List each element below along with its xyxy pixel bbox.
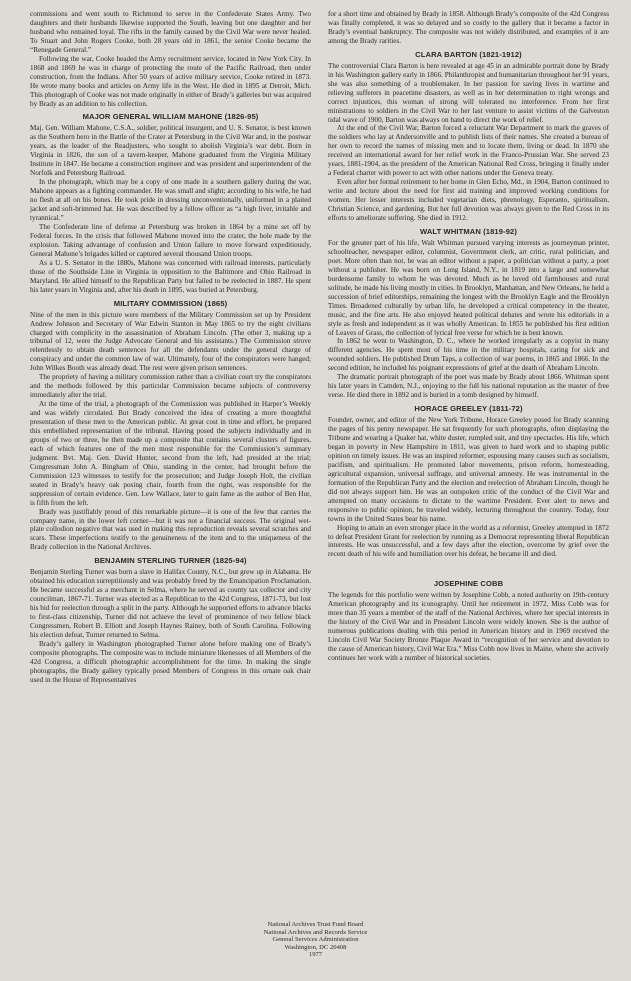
paragraph: Following the war, Cooke headed the Army recruitment service, located in New York City. In 1868 and 1869 he was in charge of protecting the route of the Pacific Railroad, then under construction, from the Indians. After 50 years of active military service, Cooke retired in 1873. He wrote many books and articles on Army life in the West. He died in 1895 at Detroit, Mich. This photograph of Cooke was not made originally in either of Brady’s galleries but was acquired by Brady as an addition to his collection. xyxy=(30,54,311,108)
paragraph: At the end of the Civil War, Barton forced a reluctant War Department to mark the graves of the soldiers who lay at Andersonville and to publish lists of their names. She created a bureau of her own to record the names of missing men and to locate them, living or dead. In 1870 she received an international award for her relief work in the Franco-Prussian War. She served 23 years, 1881-1904, as the president of the American National Red Cross, bringing it finally under a Federal charter with power to act with other nations under the Geneva treaty. xyxy=(328,124,609,178)
paragraph: Maj. Gen. William Mahone, C.S.A., soldier, political insurgent, and U. S. Senator, is best known as the Southern hero in the Battle of the Crater at Petersburg in the Civil War and, in the postwar years, as the leader of the Readjusters, who sought to abolish Virginia’s war debt. Born in Virginia in 1826, the son of a tavern-keeper, Mahone graduated from the Virginia Military Institute in 1847. He became a construction engineer and was president and superintendent of the Norfolk and Petersburg Railroad. xyxy=(30,124,311,178)
paragraph: The propriety of having a military commission rather than a civilian court try the conspirators and the methods followed by this particular Commission became subjects of controversy immediately after the trial. xyxy=(30,373,311,400)
paragraph: Brady was justifiably proud of this remarkable picture—it is one of the few that carries the company name, in the lower left corner—but it was not a financial success. The original wet-plate collodion negative that was used in making this reproduction reveals several scratches and scars. These imperfections testify to the genuineness of the item and to the uniqueness of the Brady collection in the National Archives. xyxy=(30,507,311,552)
paragraph: The legends for this portfolio were written by Josephine Cobb, a noted authority on 19th-century American photography and its iconography. Until her retirement in 1972, Miss Cobb was for more than 35 years a member of the staff of the National Archives, where her special interests in the history of the Civil War and in President Lincoln were widely known. She is the author of numerous publications dealing with this period in American history and in 1969 received the Lincoln Civil War Society Bronze Plaque Award in “recognition of her service and devotion to the cause of American history, Civil War Era.” Miss Cobb now lives in Maine, where she actively continues her work with a number of historical societies. xyxy=(328,591,609,663)
section-heading-greeley: HORACE GREELEY (1811-72) xyxy=(414,404,523,414)
footer-line: National Archives Trust Fund Board xyxy=(267,921,364,928)
footer-line: Washington, DC 20408 xyxy=(284,943,347,951)
left-column xyxy=(30,10,311,685)
paragraph: Hoping to attain an even stronger place in the world as a reformist, Greeley attempted in 1872 to defeat President Grant for reelection by running as a Democrat representing liberal Republican interests. He was unsuccessful, and a few days after the election, overcome by grief over the recent death of his wife and humiliation over his defeat, he became ill and died. xyxy=(328,523,609,559)
paragraph: commissions and went south to Richmond to serve in the Confederate States Army. Two daughters and their husbands likewise supported the South, leaving but one daughter and her husband who remained loyal. The rifts in the family caused by the Civil War were never healed. To Stuart and John Rogers Cooke, both 28 years old in 1861, the senior Cooke became the “Renegade General.” xyxy=(30,10,311,54)
paragraph: Even after her formal retirement to her home in Glen Echo, Md., in 1904, Barton continued to write and lecture about the need for first aid training and improved working conditions for women. Her lesser interests included vegetarian diets, phrenology, Esperanto, spiritualism, Christian Science, and gardening. But her full devotion was always given to the Red Cross in its efforts to ameliorate suffering. She died in 1912. xyxy=(328,178,609,223)
section-heading-whitman: WALT WHITMAN (1819-92) xyxy=(420,226,517,236)
paragraph: The Confederate line of defense at Petersburg was broken in 1864 by a mine set off by Federal forces. In the crisis that followed Mahone moved into the crater, the hole made by the explosion. Taking advantage of confusion and Union failure to move forward expeditiously, General Mahone’s brigades killed or captured several thousand Union troops. xyxy=(30,222,311,258)
paragraph: In 1862 he went to Washington, D. C., where he worked irregularly as a copyist in many different agencies. He spent most of his time in the military hospitals, caring for sick and wounded soldiers. He published Drum Taps, a collection of war poems, in 1865 and 1866. In the second edition, he included his poignant expressions of grief at the death of Abraham Lincoln. xyxy=(328,337,609,373)
section-heading-barton: CLARA BARTON (1821-1912) xyxy=(415,49,522,59)
footer-line: General Services Administration xyxy=(272,936,359,944)
two-column-body xyxy=(30,10,609,685)
footer-year: 1977 xyxy=(308,951,323,959)
paragraph: The controversial Clara Barton is here revealed at age 45 in an admirable portrait done by Brady in his Washington gallery early in 1866. Philanthropist and humanitarian throughout her 91 years, she was also something of a troublemaker. In her passion for saving lives in wartime and relieving sufferers in peacetime disasters, as well as in her determination to right wrongs and correct injustices, this woman of strong will tolerated no interference. From her first ministrations to soldiers in the Civil War to her last venture to assist victims of the Galveston tidal wave of 1900, Barton was always on hand to direct the work of relief. xyxy=(328,61,609,124)
section-heading-commission: MILITARY COMMISSION (1865) xyxy=(113,298,228,308)
paragraph: Nine of the men in this picture were members of the Military Commission set up by President Andrew Johnson and Secretary of War Edwin Stanton in May 1865 to try the eight civilians charged with complicity in the assassination of Abraham Lincoln. (The other 3, making up a tribunal of 12, were the Judge Advocate General and his assistants.) The Commission strove relentlessly to obtain death sentences for all the defendants under the general charge of conspiracy and under the common law of war. Ultimately, four of the conspirators were hanged; John Wilkes Booth was already dead. The rest were given prison sentences. xyxy=(30,310,311,373)
paragraph: At the time of the trial, a photograph of the Commission was published in Harper’s Weekly and was widely circulated. But Brady conceived the idea of creating a more thoughtful presentation of these men to the American public. At great cost in time and effort, he prepared this embellished representation of the tribunal. Having posed the subjects individually and in groups of two or three, he then made up a composite that contains several clusters of figures, each of which features one of the men most responsible for the Commission’s summary judgment. Bvt. Maj. Gen. David Hunter, second from the left, had presided at the trial; Congressman John A. Bingham of Ohio, standing in the center, had brought before the Commission 123 witnesses to testify for the prosecution; and Judge Joseph Holt, the civilian seated in Brady’s heavy oak posing chair, fourth from the right, was responsible for the suppression of certain evidence. Gen. Lew Wallace, later to gain fame as the author of Ben Hur, is fifth from the left. xyxy=(30,400,311,507)
paragraph: Benjamin Sterling Turner was born a slave in Halifax County, N.C., but grew up in Alabama. He obtained his education surreptitiously and was probably freed by the Emancipation Proclamation. He became successful as a merchant in Selma, where he served as county tax collector and city councilman, 1867-71. Turner was elected as a Republican to the 42d Congress, 1871-73, but lost his bid for reelection through a split in the party. Although he supported efforts to advance blacks to first-class citizenship, Turner did not achieve the level of prominence of two fellow black Congressmen, Robert B. Elliott and Joseph Haynes Rainey, both of South Carolina. Following his election defeat, Turner returned to Selma. xyxy=(30,568,311,639)
footer-line: National Archives and Records Service xyxy=(263,928,368,936)
section-heading-mahone: MAJOR GENERAL WILLIAM MAHONE (1826-95) xyxy=(82,112,259,122)
paragraph: The dramatic portrait photograph of the poet was made by Brady about 1866. Whitman spent his later years in Camden, N.J., enjoying to the full his national reputation as the master of free verse. He died there in 1892 and is buried in a tomb designed by himself. xyxy=(328,373,609,400)
publisher-footer xyxy=(0,921,631,959)
paragraph: Founder, owner, and editor of the New York Tribune, Horace Greeley posed for Brady scanning the pages of his penny newspaper. He sat frequently for such photographs, often displaying the Tribune and wearing a Quaker hat, white duster, rumpled suit, and tiny spectacles. His life, which began in poverty in New Hampshire in 1811, was given to hard work and to shaping public opinion on timely issues. He was an inspired reformer, espousing many causes such as socialism, pacifism, and spiritualism. He promoted labor movements, prison reform, homesteading, agricultural expansion, universal suffrage, and universal amnesty. He was instrumental in the formation of the Republican Party and the election and reelection of Abraham Lincoln, though he did not always support him. He was an outspoken critic of the conduct of the Civil War and attempted on many occasions to dictate to the wartime President. Ever alert to news and responsive to public opinion, he traveled widely, lecturing throughout the country. Today, four towns in the United States bear his name. xyxy=(328,416,609,523)
paragraph: For the greater part of his life, Walt Whitman pursued varying interests as journeyman printer, schoolteacher, newspaper editor, columnist, Government clerk, art critic, rural politician, and poet. More often than not, he was an editor without a paper, a politician without a party, a poet without a publisher. He was born on Long Island, N.Y., in 1819 into a large and somewhat burdensome family to whom he was devoted. Much as he loved old farmhouses and rural solitude, he made his living mostly in cities. In Brooklyn, Manhattan, and New Orleans, he held a succession of brief editorships, remaining the longest with the Brooklyn Eagle and the Brooklyn Times. Broadened culturally by urban life, he developed a critical competency in the theater, music, and the fine arts. He also enjoyed heated political debates and wrote his editorials in a style as fresh and independent as it was wholly American. In 1855 he published his first edition of Leaves of Grass, the collection of lyrical free verse for which he is best known. xyxy=(328,238,609,337)
section-heading-cobb: JOSEPHINE COBB xyxy=(433,579,504,589)
spacer xyxy=(328,559,609,575)
paragraph: Brady’s gallery in Washington photographed Turner alone before making one of Brady’s composite photographs. The composite was to include miniature likenesses of all Members of the 42d Congress, a difficult photographic accomplishment for the time. In making the single photographs, the Brady gallery typically posed Members of Congress in this ornate oak chair used in the House of Representatives xyxy=(30,639,311,684)
paragraph: As a U. S. Senator in the 1880s, Mahone was concerned with railroad interests, particularly those of the Southside Line in Virginia in opposition to the Baltimore and Ohio Railroad in Maryland. He allied himself to the Republican Party but failed to be reelected in 1887. He spent his later years in Virginia and, after his death in 1895, was buried at Petersburg. xyxy=(30,258,311,294)
section-heading-turner: BENJAMIN STERLING TURNER (1825-94) xyxy=(94,556,247,566)
paragraph: for a short time and obtained by Brady in 1858. Although Brady’s composite of the 42d Congress was finally completed, it was so delayed and so costly to the gallery that it became a factor in Brady’s eventual bankruptcy. The composite was not widely distributed, and examples of it are among the Brady rarities. xyxy=(328,10,609,45)
right-column xyxy=(328,10,609,685)
paragraph: In the photograph, which may be a copy of one made in a southern gallery during the war, Mahone appears as a fighting commander. He was small and slight; according to his wife, he had no flesh at all on his bones. He took pride in dressing unconventionally, uniformed in a plaited jacket and soft-brimmed hat. He was described by a fellow officer as “a high liver, irritable and tyrannical.” xyxy=(30,178,311,223)
